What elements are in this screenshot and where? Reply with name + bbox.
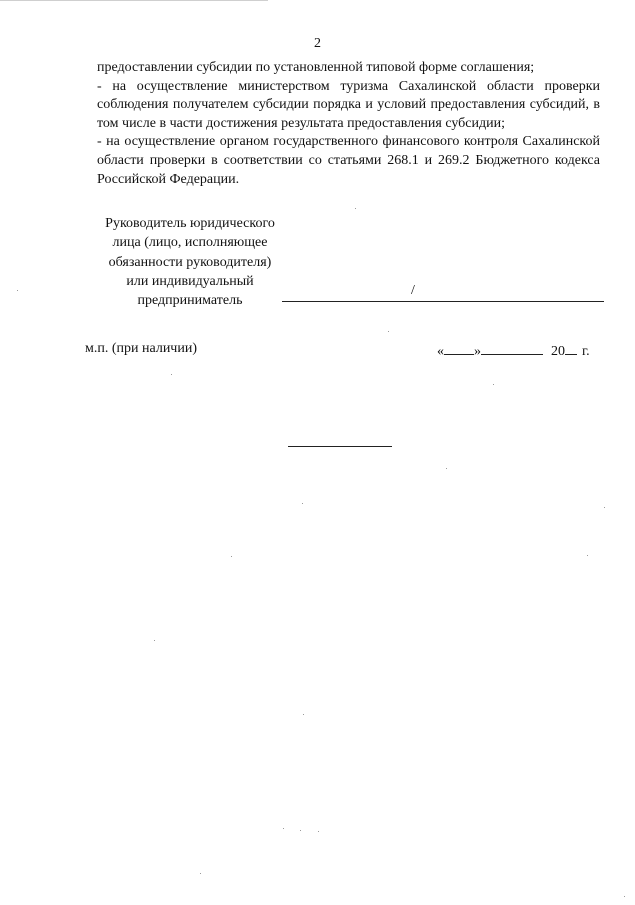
document-body — [97, 59, 600, 189]
paragraph-3: - на осуществление органом государственного финансового контроля Сахалинской области проверки в соответствии со статьями 268.1 и 269.2 Бюджетного кодекса Российской Федерации. — [97, 134, 600, 187]
signatory-label-line: или индивидуальный — [126, 273, 254, 289]
signature-separator: / — [411, 283, 415, 298]
signature-line — [282, 301, 604, 302]
scan-speck — [303, 714, 304, 715]
scan-speck — [154, 640, 155, 641]
date-field — [437, 341, 590, 360]
scan-speck — [302, 503, 303, 504]
scan-edge-line — [0, 0, 268, 1]
year-prefix: 20 — [551, 344, 565, 359]
scan-speck — [587, 555, 588, 556]
month-blank — [481, 341, 543, 355]
signatory-label-line: лица (лицо, исполняющее — [112, 235, 268, 251]
day-blank — [444, 341, 474, 355]
signatory-label-line: обязанности руководителя) — [108, 254, 272, 270]
signatory-label-line: предприниматель — [137, 293, 243, 309]
scan-speck — [171, 374, 172, 375]
scan-speck — [624, 896, 625, 897]
page-number: 2 — [314, 36, 321, 51]
scan-speck — [300, 830, 301, 831]
scan-speck — [355, 208, 356, 209]
signatory-label-line: Руководитель юридического — [105, 216, 275, 231]
scan-speck — [283, 828, 284, 829]
scan-speck — [604, 507, 605, 508]
scan-speck — [17, 290, 18, 291]
scan-speck — [446, 468, 447, 469]
scan-speck — [231, 556, 232, 557]
paragraph-1: предоставлении субсидии по установленной типовой форме соглашения; — [97, 60, 535, 75]
year-suffix: г. — [582, 344, 590, 359]
date-open-quote: « — [437, 344, 444, 359]
scan-speck — [200, 873, 201, 874]
scan-speck — [493, 384, 494, 385]
date-close-quote: » — [474, 344, 481, 359]
scan-speck — [388, 331, 389, 332]
stamp-note: м.п. (при наличии) — [85, 341, 197, 356]
scan-speck — [318, 831, 319, 832]
end-divider — [288, 446, 392, 447]
paragraph-2: - на осуществление министерством туризма Сахалинской области проверки соблюдения получателем субсидии порядка и условий предоставления субсидий, в том числе в части достижения результата предоставления субсидии; — [97, 78, 600, 131]
year-blank — [565, 341, 577, 355]
signatory-label — [90, 214, 290, 310]
